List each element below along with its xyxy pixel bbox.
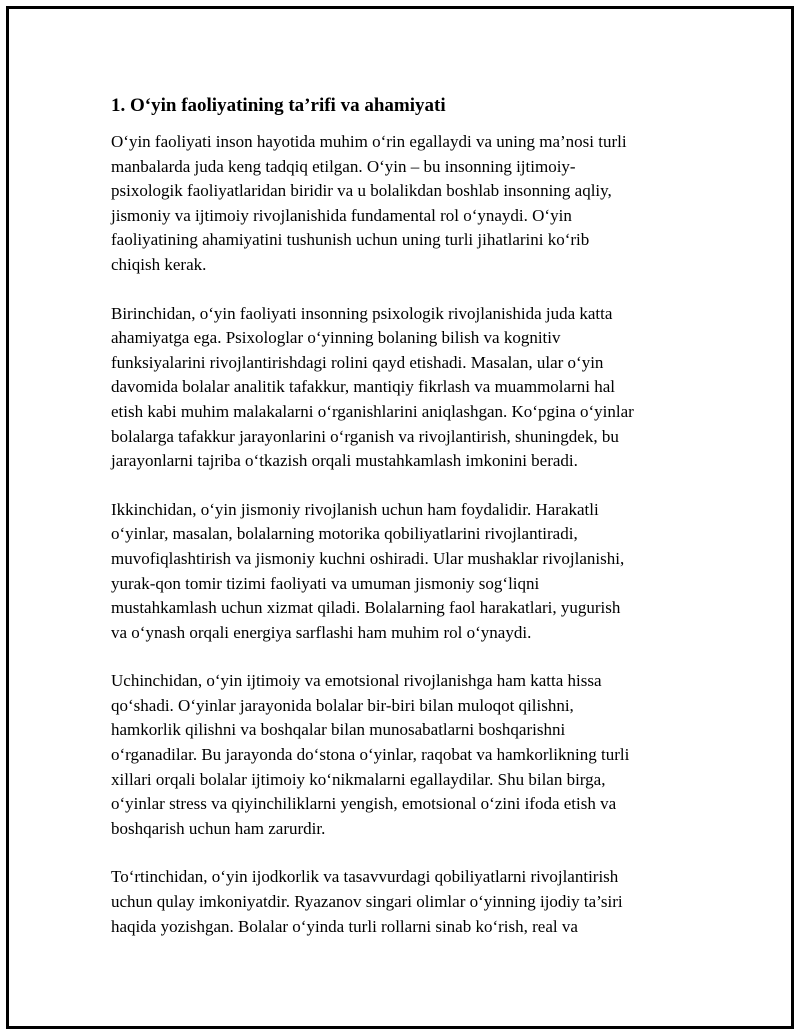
text-line: o‘yinlar, masalan, bolalarning motorika qobiliyatlarini rivojlantiradi, (111, 524, 578, 544)
text-line: o‘yinlar stress va qiyinchiliklarni yengish, emotsional o‘zini ifoda etish va (111, 794, 617, 814)
text-line: manbalarda juda keng tadqiq etilgan. O‘yin – bu insonning ijtimoiy- (111, 156, 576, 176)
text-line: boshqarish uchun ham zarurdir. (111, 818, 326, 838)
text-line: yurak-qon tomir tizimi faoliyati va umuman jismoniy sog‘liqni (111, 573, 540, 593)
text-line: muvofiqlashtirish va jismoniy kuchni oshiradi. Ular mushaklar rivojlanishi, (111, 548, 625, 568)
text-line: O‘yin faoliyati inson hayotida muhim o‘rin egallaydi va uning ma’nosi turli (111, 132, 627, 151)
text-line: funksiyalarini rivojlantirishdagi rolini qayd etishadi. Masalan, ular o‘yin (111, 352, 604, 372)
text-line: ahamiyatga ega. Psixologlar o‘yinning bolaning bilish va kognitiv (111, 328, 561, 348)
paragraph (111, 669, 691, 841)
paragraph (111, 302, 691, 474)
text-line: etish kabi muhim malakalarni o‘rganishlarini aniqlashgan. Ko‘pgina o‘yinlar (111, 401, 634, 421)
text-line: qo‘shadi. O‘yinlar jarayonida bolalar bir-biri bilan muloqot qilishni, (111, 695, 574, 715)
text-line: jismoniy va ijtimoiy rivojlanishida fundamental rol o‘ynaydi. O‘yin (111, 205, 572, 225)
text-line: mustahkamlash uchun xizmat qiladi. Bolalarning faol harakatlari, yugurish (111, 598, 621, 618)
text-line: Birinchidan, o‘yin faoliyati insonning psixologik rivojlanishida juda katta (111, 303, 613, 323)
text-line: va o‘ynash orqali energiya sarflashi ham muhim rol o‘ynaydi. (111, 622, 532, 642)
text-line: uchun qulay imkoniyatdir. Ryazanov singari olimlar o‘yinning ijodiy ta’siri (111, 892, 623, 912)
text-line: Ikkinchidan, o‘yin jismoniy rivojlanish uchun ham foydalidir. Harakatli (111, 499, 599, 519)
paragraph (111, 130, 691, 278)
section-heading: 1. O‘yin faoliyatining ta’rifi va ahamiyati (111, 95, 446, 116)
paragraph (111, 498, 691, 646)
text-line: bolalarga tafakkur jarayonlarini o‘rganish va rivojlantirish, shuningdek, bu (111, 426, 619, 446)
text-line: chiqish kerak. (111, 254, 207, 274)
text-line: psixologik faoliyatlaridan biridir va u bolalikdan boshlab insonning aqliy, (111, 181, 612, 201)
text-line: haqida yozishgan. Bolalar o‘yinda turli rollarni sinab ko‘rish, real va (111, 916, 578, 936)
text-line: o‘rganadilar. Bu jarayonda do‘stona o‘yinlar, raqobat va hamkorlikning turli (111, 745, 630, 765)
text-line: davomida bolalar analitik tafakkur, mantiqiy fikrlash va muammolarni hal (111, 377, 615, 397)
text-line: jarayonlarni tajriba o‘tkazish orqali mustahkamlash imkonini beradi. (111, 451, 578, 471)
paragraphs-container (111, 130, 691, 939)
text-line: faoliyatining ahamiyatini tushunish uchun uning turli jihatlarini ko‘rib (111, 230, 590, 250)
text-line: Uchinchidan, o‘yin ijtimoiy va emotsional rivojlanishga ham katta hissa (111, 671, 602, 691)
text-line: xillari orqali bolalar ijtimoiy ko‘nikmalarni egallaydilar. Shu bilan birga, (111, 769, 606, 789)
paragraph (111, 865, 691, 939)
document-body (111, 92, 691, 963)
text-line: To‘rtinchidan, o‘yin ijodkorlik va tasavvurdagi qobiliyatlarni rivojlantirish (111, 867, 619, 887)
text-line: hamkorlik qilishni va boshqalar bilan munosabatlarni boshqarishni (111, 720, 566, 740)
